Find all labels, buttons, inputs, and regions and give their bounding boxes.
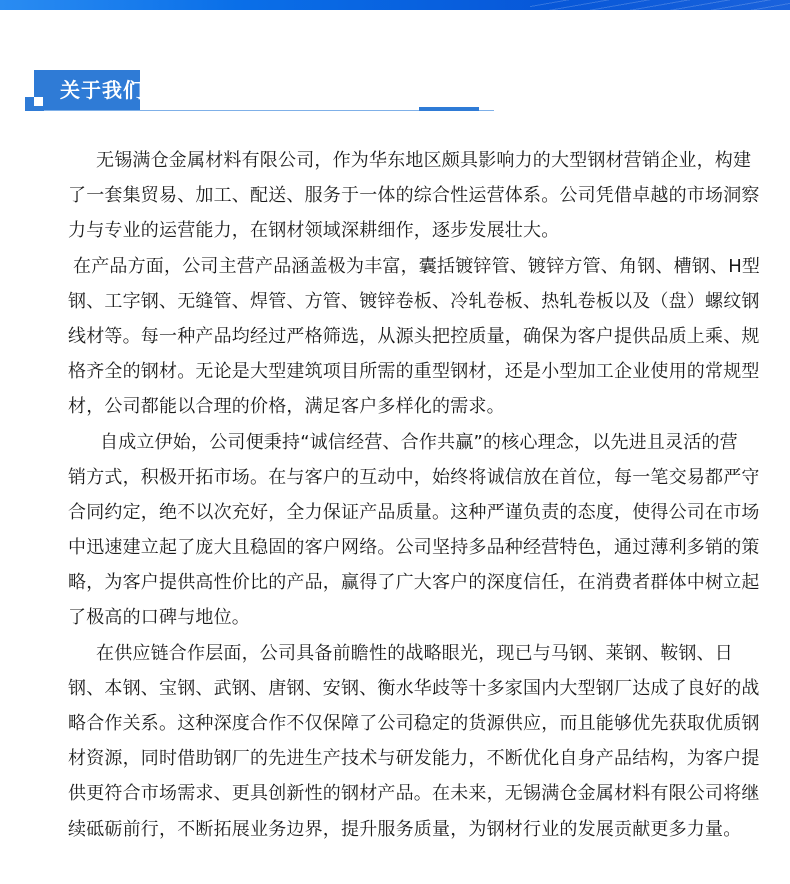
text-line: 中迅速建立起了庞大且稳固的客户网络。公司坚持多品种经营特色，通过薄利多销的策 bbox=[68, 537, 760, 559]
decorative-square-inner bbox=[34, 97, 43, 106]
text-line: 了极高的口碑与地位。 bbox=[68, 607, 250, 629]
text-line: 续砥砺前行，不断拓展业务边界，提升服务质量，为钢材行业的发展贡献更多力量。 bbox=[68, 818, 742, 840]
text-line: 略，为客户提供高性价比的产品，赢得了广大客户的深度信任，在消费者群体中树立起 bbox=[68, 572, 760, 594]
text-line: 在供应链合作层面，公司具备前瞻性的战略眼光，现已与马钢、莱钢、鞍钢、日 bbox=[96, 642, 733, 664]
paragraph-intro bbox=[68, 143, 758, 249]
text-line: 钢、本钢、宝钢、武钢、唐钢、安钢、衡水华歧等十多家国内大型钢厂达成了良好的战 bbox=[68, 677, 760, 699]
text-line: 在产品方面，公司主营产品涵盖极为丰富，囊括镀锌管、镀锌方管、角钢、槽钢、H型 bbox=[73, 255, 761, 277]
text-line: 钢、工字钢、无缝管、焊管、方管、镀锌卷板、冷轧卷板、热轧卷板以及（盘）螺纹钢 bbox=[68, 290, 760, 312]
paragraph-supply-chain bbox=[68, 636, 758, 847]
text-line: 格齐全的钢材。无论是大型建筑项目所需的重型钢材，还是小型加工企业使用的常规型 bbox=[68, 361, 760, 383]
about-content bbox=[68, 143, 761, 847]
text-line: 材，公司都能以合理的价格，满足客户多样化的需求。 bbox=[68, 396, 505, 418]
text-line: 销方式，积极开拓市场。在与客户的互动中，始终将诚信放在首位，每一笔交易都严守 bbox=[68, 466, 760, 488]
text-line: 无锡满仓金属材料有限公司，作为华东地区颇具影响力的大型钢材营销企业，构建 bbox=[96, 150, 752, 171]
paragraph-products bbox=[68, 249, 761, 425]
top-banner bbox=[0, 0, 790, 10]
text-line: 力与专业的运营能力，在钢材领域深耕细作，逐步发展壮大。 bbox=[68, 220, 560, 242]
text-line: 线材等。每一种产品均经过严格筛选，从源头把控质量，确保为客户提供品质上乘、规 bbox=[68, 325, 760, 347]
text-line: 材资源，同时借助钢厂的先进生产技术与研发能力，不断优化自身产品结构，为客户提 bbox=[68, 748, 760, 770]
text-line: 供更符合市场需求、更具创新性的钢材产品。在未来，无锡满仓金属材料有限公司将继 bbox=[68, 783, 760, 805]
paragraph-philosophy bbox=[68, 425, 758, 636]
header-accent-bar bbox=[419, 107, 479, 111]
text-line: 自成立伊始，公司便秉持“诚信经营、合作共赢”的核心理念，以先进且灵活的营 bbox=[100, 431, 738, 453]
text-line: 合同约定，绝不以次充好，全力保证产品质量。这种严谨负责的态度，使得公司在市场 bbox=[68, 501, 760, 523]
section-title: 关于我们 bbox=[60, 78, 144, 102]
text-line: 略合作关系。这种深度合作不仅保障了公司稳定的货源供应，而且能够优先获取优质钢 bbox=[68, 713, 760, 734]
text-line: 了一套集贸易、加工、配送、服务于一体的综合性运营体系。公司凭借卓越的市场洞察 bbox=[68, 185, 760, 207]
